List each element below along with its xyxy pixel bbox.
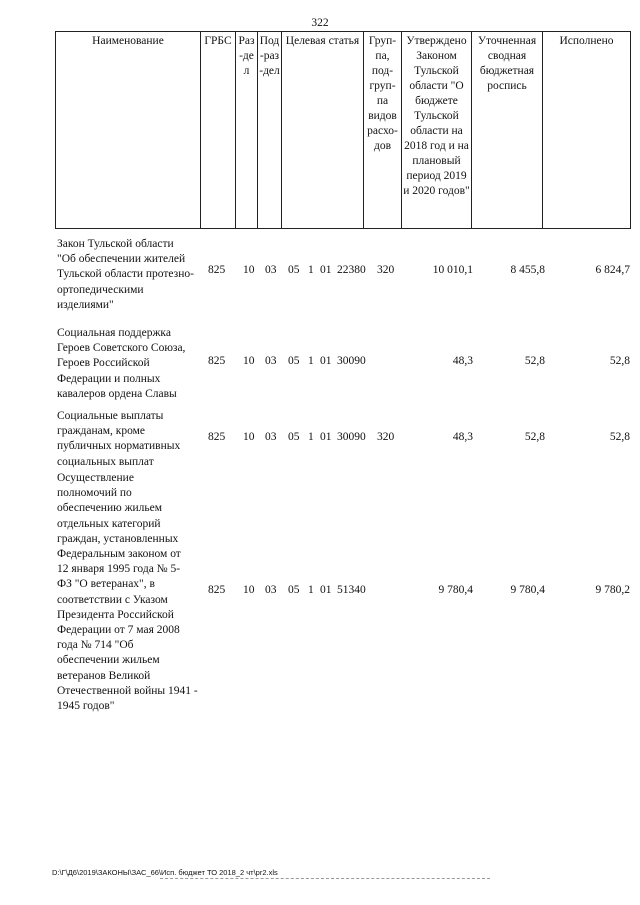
cell-target-4: 30090	[337, 355, 366, 367]
table-header	[55, 31, 631, 229]
cell-grbs: 825	[208, 264, 226, 276]
header-name: Наименование	[56, 32, 201, 229]
cell-grbs: 825	[208, 355, 226, 367]
header-refined: Уточненная сводная бюджетная роспись	[472, 32, 543, 229]
header-grbs: ГРБС	[201, 32, 236, 229]
footer-divider	[160, 878, 490, 879]
cell-razdel: 10	[243, 355, 255, 367]
cell-podrazdel: 03	[265, 355, 277, 367]
row-name: Осуществление полномочий по обеспечению жильем отдельных категорий граждан, установленных Федеральным законом от 12 января 1995 года № 5- ФЗ "О ветеранах", в соответствии с Указом Президента Российской Федерации от 7 мая 2008 года № 714 "Об обеспечении жильем ветеранов Великой Отечественной войны 1941 - 1945 годов"	[57, 472, 198, 713]
cell-target-2: 1	[308, 431, 314, 443]
cell-refined: 9 780,4	[510, 584, 545, 596]
cell-refined: 52,8	[524, 355, 545, 367]
cell-refined: 52,8	[524, 431, 545, 443]
cell-group: 320	[377, 264, 395, 276]
cell-razdel: 10	[243, 264, 255, 276]
cell-razdel: 10	[243, 431, 255, 443]
header-razdel: Раз-дел	[236, 32, 258, 229]
cell-refined: 8 455,8	[510, 264, 545, 276]
cell-executed: 52,8	[609, 355, 630, 367]
cell-podrazdel: 03	[265, 584, 277, 596]
cell-executed: 6 824,7	[595, 264, 630, 276]
cell-target-1: 05	[288, 355, 300, 367]
cell-target-3: 01	[320, 355, 332, 367]
cell-target-4: 22380	[337, 264, 366, 276]
cell-target-2: 1	[308, 355, 314, 367]
header-group: Груп-па, под-груп-па видов расхо-дов	[364, 32, 402, 229]
cell-approved: 10 010,1	[432, 264, 473, 276]
cell-target-1: 05	[288, 264, 300, 276]
cell-podrazdel: 03	[265, 264, 277, 276]
cell-target-2: 1	[308, 584, 314, 596]
cell-target-1: 05	[288, 584, 300, 596]
cell-target-2: 1	[308, 264, 314, 276]
cell-grbs: 825	[208, 431, 226, 443]
cell-executed: 9 780,2	[595, 584, 630, 596]
file-path-footer: D:\Г\Д6\2019\ЗАКОНЫ\ЗАС_66\Исп. бюджет ТО 2018_2 чт\pr2.xls	[52, 868, 278, 877]
cell-podrazdel: 03	[265, 431, 277, 443]
page-number: 322	[311, 17, 329, 29]
header-executed: Исполнено	[543, 32, 631, 229]
cell-approved: 9 780,4	[438, 584, 473, 596]
header-approved: Утверждено Законом Тульской области "О бюджете Тульской области на 2018 год и на плановый период 2019 и 2020 годов"	[402, 32, 472, 229]
cell-target-4: 51340	[337, 584, 366, 596]
cell-grbs: 825	[208, 584, 226, 596]
cell-approved: 48,3	[452, 355, 473, 367]
row-name: Социальная поддержка Героев Советского Союза, Героев Российской Федерации и полных кавалеров ордена Славы	[57, 327, 186, 400]
row-name: Социальные выплаты гражданам, кроме публичных нормативных социальных выплат	[57, 410, 181, 468]
row-name: Закон Тульской области "Об обеспечении жителей Тульской области протезно- ортопедическими изделиями"	[57, 238, 194, 311]
header-target: Целевая статья	[282, 32, 364, 229]
header-podrazdel: Под-раз-дел	[258, 32, 282, 229]
cell-approved: 48,3	[452, 431, 473, 443]
cell-target-3: 01	[320, 264, 332, 276]
cell-group: 320	[377, 431, 395, 443]
cell-executed: 52,8	[609, 431, 630, 443]
cell-razdel: 10	[243, 584, 255, 596]
cell-target-3: 01	[320, 584, 332, 596]
cell-target-4: 30090	[337, 431, 366, 443]
cell-target-3: 01	[320, 431, 332, 443]
cell-target-1: 05	[288, 431, 300, 443]
